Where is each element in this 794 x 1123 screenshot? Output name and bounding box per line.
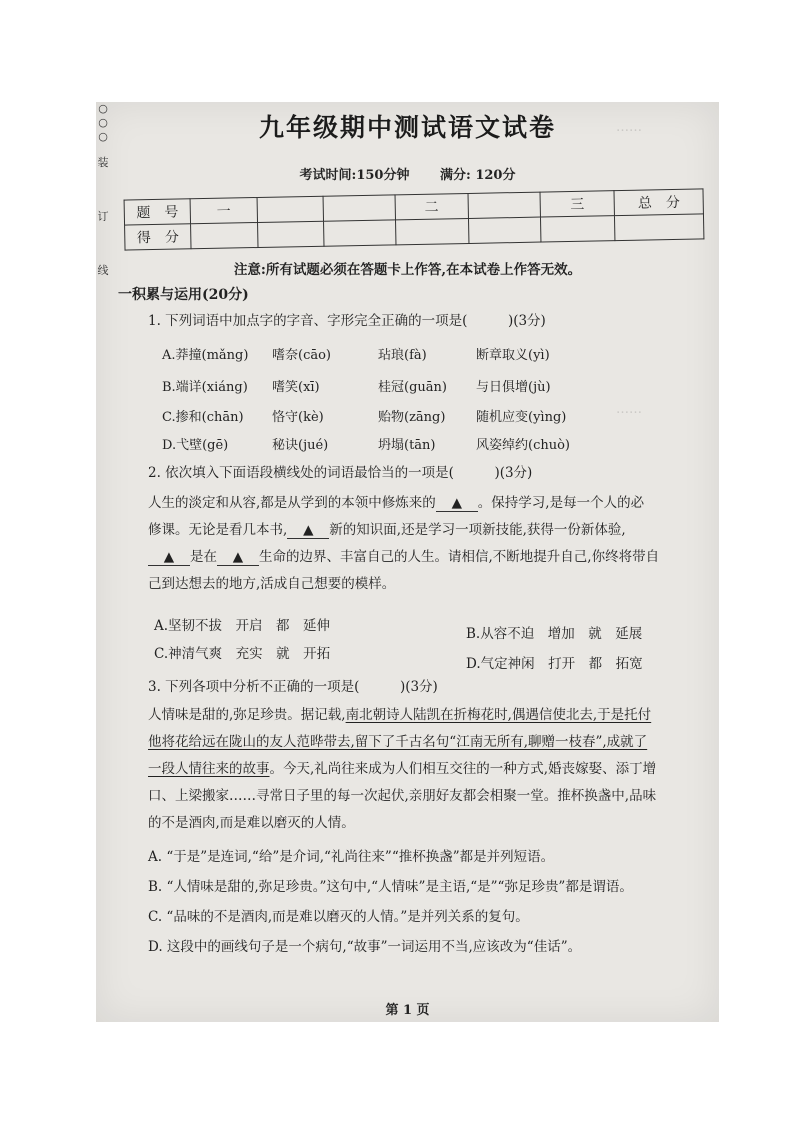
passage-text: 是在 bbox=[190, 549, 217, 565]
q2-stem: 2. 依次填入下面语段横线处的词语最恰当的一项是( )(3分) bbox=[148, 465, 533, 481]
q1-option-c-4: 随机应变(yìng) bbox=[476, 410, 567, 425]
binding-mark: 线 bbox=[97, 264, 109, 277]
q3-stem: 3. 下列各项中分析不正确的一项是( )(3分) bbox=[148, 679, 438, 695]
q1-option-c-2: 恪守(kè) bbox=[272, 410, 324, 425]
table-cell bbox=[257, 196, 324, 222]
q1-option-b-2: 嗜笑(xī) bbox=[272, 380, 320, 395]
q3-passage bbox=[148, 702, 696, 837]
score-cell bbox=[257, 221, 324, 247]
passage-text: 新的知识面,还是学习一项新技能,获得一份新体验, bbox=[329, 522, 626, 538]
q1-option-b-4: 与日俱增(jù) bbox=[476, 380, 551, 395]
q3-line-2: 他将花给远在陇山的友人范晔带去,留下了千古名句“江南无所有,聊赠一枝春”,成就了 bbox=[148, 734, 648, 750]
binding-mark: ○ bbox=[98, 130, 108, 143]
q2-option-d: D.气定神闲 打开 都 拓宽 bbox=[466, 656, 643, 672]
q1-option-b-1: B.端详(xiáng) bbox=[162, 380, 248, 395]
q1-option-a-2: 嗜奈(cāo) bbox=[272, 348, 332, 363]
q3-option-d: D. 这段中的画线句子是一个病句,“故事”一词运用不当,应该改为“佳话”。 bbox=[148, 939, 582, 955]
score-cell bbox=[468, 217, 541, 243]
binding-mark: 装 bbox=[97, 156, 109, 169]
exam-full-score: 满分: 120分 bbox=[440, 168, 516, 183]
blank-mark: ▲ bbox=[217, 549, 259, 566]
score-cell bbox=[191, 223, 258, 249]
section-heading: 一积累与运用(20分) bbox=[118, 287, 249, 303]
q2-line-1 bbox=[148, 490, 696, 517]
binding-mark: 订 bbox=[97, 210, 109, 223]
blank-mark: ▲ bbox=[436, 495, 478, 512]
passage-text: 修课。无论是看几本书, bbox=[148, 522, 288, 538]
q1-option-c-3: 贻物(zāng) bbox=[378, 410, 446, 425]
header-part-1: 一 bbox=[190, 198, 257, 224]
underlined-sentence: 一段人情往来的故事 bbox=[148, 761, 270, 777]
q1-option-d-3: 坍塌(tān) bbox=[378, 438, 436, 453]
q3-line-5: 的不是酒肉,而是难以磨灭的人情。 bbox=[148, 815, 355, 831]
q3-option-a: A. “于是”是连词,“给”是介词,“礼尚往来”“推杯换盏”都是并列短语。 bbox=[148, 849, 555, 865]
q3-line-3 bbox=[148, 756, 696, 783]
score-cell bbox=[323, 220, 396, 246]
q1-stem: 1. 下列词语中加点字的字音、字形完全正确的一项是( )(3分) bbox=[148, 313, 546, 329]
q2-line-4: 己到达想去的地方,活成自己想要的模样。 bbox=[148, 576, 396, 592]
q2-option-b: B.从容不迫 增加 就 延展 bbox=[466, 626, 643, 642]
score-table bbox=[124, 188, 705, 250]
exam-meta bbox=[96, 164, 719, 183]
q1-option-d-1: D.弋壁(gē) bbox=[162, 438, 229, 453]
q2-option-a: A.坚韧不拔 开启 都 延伸 bbox=[154, 618, 331, 634]
page-title: 九年级期中测试语文试卷 bbox=[258, 113, 556, 142]
table-cell bbox=[323, 195, 396, 221]
exam-time: 考试时间:150分钟 bbox=[299, 168, 410, 183]
q3-line-1 bbox=[148, 702, 696, 729]
passage-text: 。保持学习,是每一个人的必 bbox=[477, 495, 645, 511]
passage-text: 人生的淡定和从容,都是从学到的本领中修炼来的 bbox=[148, 495, 436, 511]
q3-line-4: 口、上梁搬家……寻常日子里的每一次起伏,亲朋好友都会相聚一堂。推杯换盏中,品味 bbox=[148, 788, 657, 804]
binding-mark: ○ bbox=[98, 116, 108, 129]
passage-text: 。今天,礼尚往来成为人们相互交往的一种方式,婚丧嫁娶、添丁增 bbox=[269, 761, 657, 777]
header-part-3: 三 bbox=[540, 191, 615, 217]
blank-mark: ▲ bbox=[148, 549, 190, 566]
q1-option-c-1: C.掺和(chān) bbox=[162, 410, 244, 425]
passage-text: 生命的边界、丰富自己的人生。请相信,不断地提升自己,你终将带自 bbox=[259, 549, 660, 565]
score-cell bbox=[396, 218, 469, 244]
q2-passage bbox=[148, 490, 696, 598]
q3-option-b: B. “人情味是甜的,弥足珍贵。”这句中,“人情味”是主语,“是”“弥足珍贵”都是谓语。 bbox=[148, 879, 633, 895]
blank-mark: ▲ bbox=[287, 522, 329, 539]
underlined-sentence: 南北朝诗人陆凯在折梅花时,偶遇信使北去,于是托付 bbox=[345, 707, 652, 723]
q1-option-a-3: 玷琅(fà) bbox=[378, 348, 427, 363]
score-cell bbox=[615, 214, 704, 241]
page-number: 第 1 页 bbox=[385, 1003, 430, 1018]
q3-option-c: C. “品味的不是酒肉,而是难以磨灭的人情。”是并列关系的复句。 bbox=[148, 909, 529, 925]
q2-line-3 bbox=[148, 544, 696, 571]
q1-option-d-4: 风姿绰约(chuò) bbox=[476, 438, 570, 453]
header-total: 总 分 bbox=[614, 189, 703, 216]
q3-options bbox=[148, 842, 696, 962]
score-cell bbox=[540, 216, 615, 242]
exam-paper: …… …… ○ ○ ○ 装 订 线 九年级期中测试语文试卷 考试时间:150分钟 满分: 120分 题 号 一 二 三 总 分 得 分 注意:所有试题必须在答题卡上作答,在本试卷上作答无效。 一积累与运用(20分) 1. 下列词语中加点字的字音、字形完全正确的一项是( )(3分) A.莽撞(mǎng) 嗜奈(cāo) 玷琅(fà) 断章取义(yì) B.端详(xiáng) 嗜笑(xī) 桂冠(guān) 与日俱增(jù) C.掺和(chān) 恪守(kè) 贻物(zāng) 随机应变(yìng) D.弋壁(gē) 秘诀(jué) 坍塌(tān) 风姿绰约(chuò) 2. 依次填入下面语段横线处的词语最恰当的一项是( )(3分) 人生的淡定和从容,都是从学到的本领中修炼来的 ▲ 。保持学习,是每一个人的必 修课。无论是看几本书, ▲ 新的知识面,还是学习一项新技能,获得一份新体验, ▲ 是在 ▲ 生命的边界、丰富自己的人生。请相信,不断地提升自己,你终将带自 己到达想去的地方,活成自己想要的模样。 A.坚韧不拔 开启 都 延伸 B.从容不迫 增加 就 延展 C.神清气爽 充实 就 开拓 D.气定神闲 打开 都 拓宽 3. 下列各项中分析不正确的一项是( )(3分) 人情味是甜的,弥足珍贵。据记载,南北朝诗人陆凯在折梅花时,偶遇信使北去,于是托付 他将花给远在陇山的友人范晔带去,留下了千古名句“江南无所有,聊赠一枝春”,成就了 一段人情往来的故事。今天,礼尚往来成为人们相互交往的一种方式,婚丧嫁娶、添丁增 口、上梁搬家……寻常日子里的每一次起伏,亲朋好友都会相聚一堂。推杯换盏中,品味 的不是酒肉,而是难以磨灭的人情。 A. “于是”是连词,“给”是介词,“礼尚往来”“推杯换盏”都是并列短语。 B. “人情味是甜的,弥足珍贵。”这句中,“人情味”是主语,“是”“弥足珍贵”都是谓语。 C. “品味的不是酒肉,而是难以磨灭的人情。”是并列关系的复句。 D. 这段中的画线句子是一个病句,“故事”一词运用不当,应该改为“佳话”。 第 1 页 bbox=[96, 102, 719, 1022]
notice: 注意:所有试题必须在答题卡上作答,在本试卷上作答无效。 bbox=[233, 262, 582, 278]
table-cell bbox=[468, 192, 541, 218]
header-question-no: 题 号 bbox=[124, 199, 191, 225]
q1-option-a-4: 断章取义(yì) bbox=[476, 348, 550, 363]
q1-option-a-1: A.莽撞(mǎng) bbox=[162, 348, 249, 363]
q2-line-2 bbox=[96, 517, 696, 544]
row-score-label: 得 分 bbox=[125, 224, 192, 250]
binding-mark: ○ bbox=[98, 102, 108, 115]
q1-option-b-3: 桂冠(guān) bbox=[378, 380, 447, 395]
header-part-2: 二 bbox=[395, 193, 468, 219]
q1-option-d-2: 秘诀(jué) bbox=[272, 438, 329, 453]
passage-text: 人情味是甜的,弥足珍贵。据记载, bbox=[148, 707, 346, 723]
q2-option-c: C.神清气爽 充实 就 开拓 bbox=[154, 646, 331, 662]
